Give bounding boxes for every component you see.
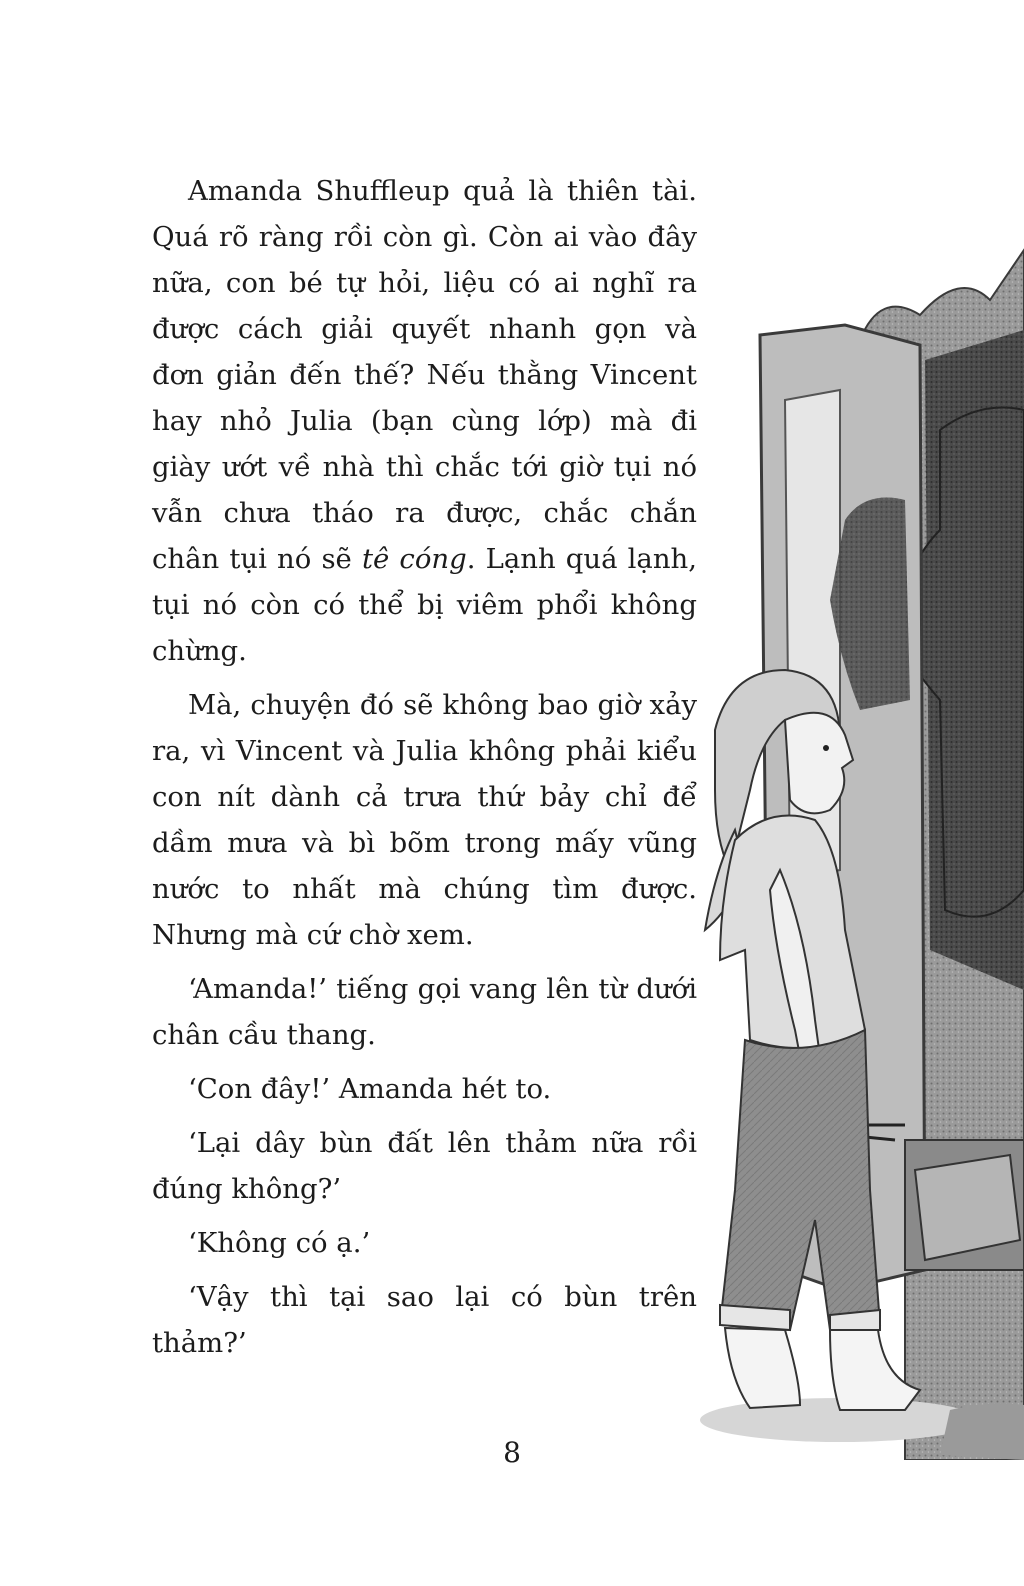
body-text: [152, 168, 697, 1374]
paragraph-5: ‘Lại dây bùn đất lên thảm nữa rồi đúng không?’: [152, 1127, 697, 1205]
page-number: 8: [503, 1436, 521, 1469]
paragraph-4: ‘Con đây!’ Amanda hét to.: [188, 1073, 552, 1105]
italic-phrase: tê cóng: [361, 543, 467, 575]
paragraph-2: Mà, chuyện đó sẽ không bao giờ xảy ra, vì Vincent và Julia không phải kiểu con nít dành cả trưa thứ bảy chỉ để dầm mưa và bì bõm trong mấy vũng nước to nhất mà chúng tìm được. Nhưng mà cứ chờ xem.: [152, 689, 697, 951]
girl-jeans: [720, 1030, 880, 1330]
girl-feet: [725, 1328, 800, 1408]
girl-at-wardrobe-illustration: [690, 230, 1024, 1460]
paragraph-6: ‘Không có ạ.’: [188, 1227, 371, 1259]
paragraph-3: ‘Amanda!’ tiếng gọi vang lên từ dưới chân cầu thang.: [152, 973, 697, 1051]
paragraph-7: ‘Vậy thì tại sao lại có bùn trên thảm?’: [152, 1281, 697, 1359]
paragraph-1: Amanda Shuffleup quả là thiên tài. Quá rõ ràng rồi còn gì. Còn ai vào đây nữa, con bé tự hỏi, liệu có ai nghĩ ra được cách giải quyết nhanh gọn và đơn giản đến thế? Nếu thằng Vincent hay nhỏ Julia (bạn cùng lớp) mà đi giày ướt về nhà thì chắc tới giờ tụi nó vẫn chưa tháo ra được, chắc chắn chân tụi nó sẽ tê cóng. Lạnh quá lạnh, tụi nó còn có thể bị viêm phổi không chừng.: [152, 175, 697, 667]
